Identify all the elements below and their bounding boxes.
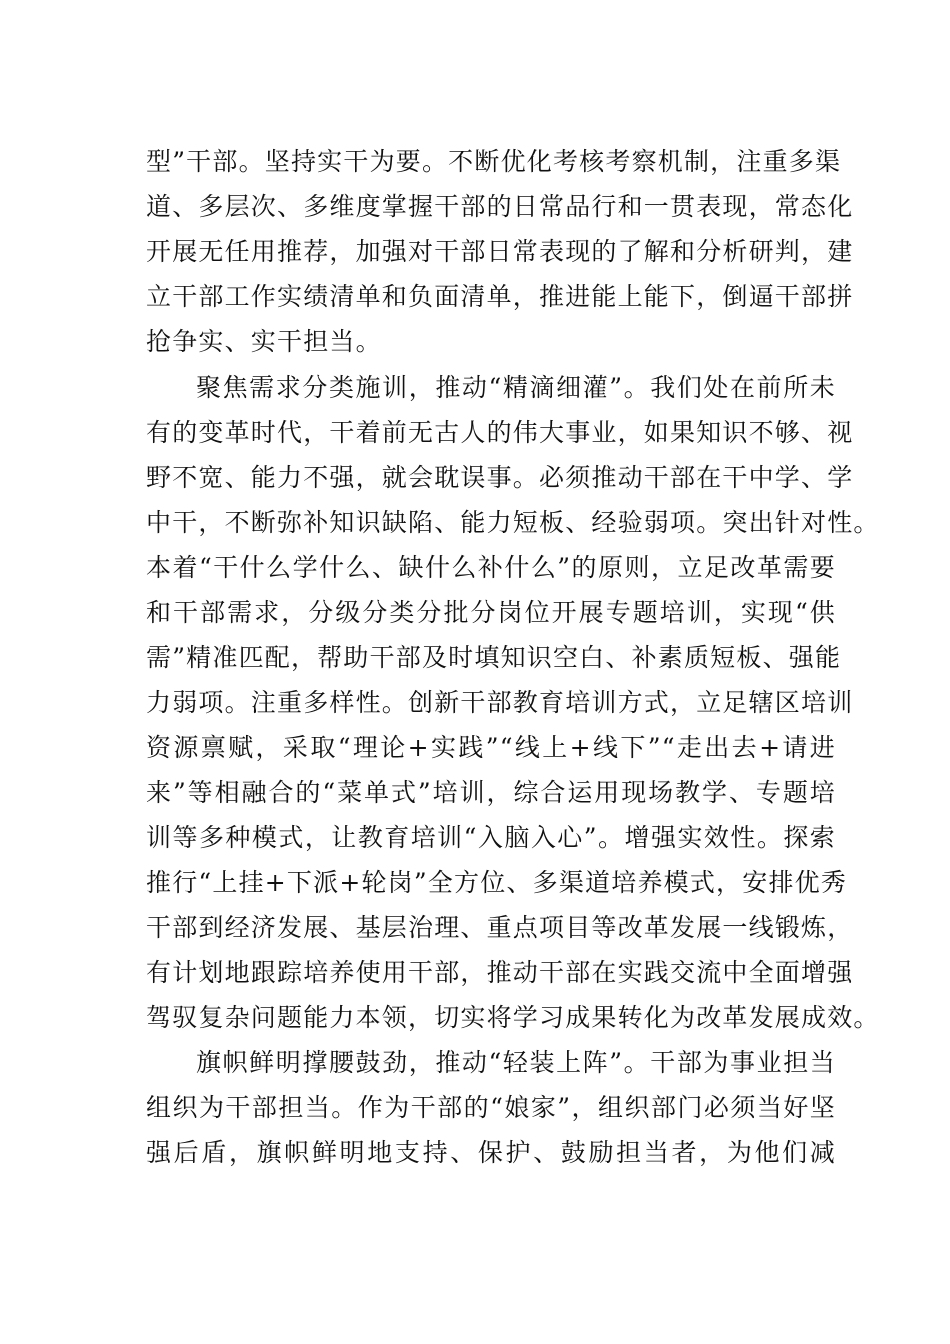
- text-line: 驾驭复杂问题能力本领，切实将学习成果转化为改革发展成效。: [146, 1003, 880, 1032]
- text-line: 强后盾，旗帜鲜明地支持、保护、鼓励担当者，为他们减: [146, 1138, 836, 1167]
- text-line: 有计划地跟踪培养使用干部，推动干部在实践交流中全面增强: [146, 958, 854, 987]
- text-line: 训等多种模式，让教育培训“入脑入心”。增强实效性。探索: [146, 823, 836, 852]
- text-line: 抢争实、实干担当。: [146, 327, 382, 356]
- text-line: 有的变革时代，干着前无古人的伟大事业，如果知识不够、视: [146, 418, 854, 447]
- text-line: 推行“上挂+下派+轮岗”全方位、多渠道培养模式，安排优秀: [146, 868, 848, 897]
- paragraph-heading-line: 旗帜鲜明撑腰鼓劲，推动“轻装上阵”。干部为事业担当: [196, 1048, 836, 1077]
- text-line: 力弱项。注重多样性。创新干部教育培训方式，立足辖区培训: [146, 688, 854, 717]
- text-line: 和干部需求，分级分类分批分岗位开展专题培训，实现“供: [146, 598, 836, 627]
- text-line: 中干，不断弥补知识缺陷、能力短板、经验弱项。突出针对性。: [146, 508, 880, 537]
- text-line: 需”精准匹配，帮助干部及时填知识空白、补素质短板、强能: [146, 643, 842, 672]
- paragraph-heading-line: 聚焦需求分类施训，推动“精滴细灌”。我们处在前所未: [196, 373, 836, 402]
- text-line: 道、多层次、多维度掌握干部的日常品行和一贯表现，常态化: [146, 192, 854, 221]
- text-line: 型”干部。坚持实干为要。不断优化考核考察机制，注重多渠: [146, 147, 842, 176]
- text-line: 组织为干部担当。作为干部的“娘家”，组织部门必须当好坚: [146, 1093, 836, 1122]
- text-line: 干部到经济发展、基层治理、重点项目等改革发展一线锻炼，: [146, 913, 854, 942]
- text-line: 资源禀赋，采取“理论+实践”“线上+线下”“走出去+请进: [146, 733, 836, 762]
- text-line: 来”等相融合的“菜单式”培训，综合运用现场教学、专题培: [146, 778, 836, 807]
- text-line: 立干部工作实绩清单和负面清单，推进能上能下，倒逼干部拼: [146, 282, 854, 311]
- text-line: 开展无任用推荐，加强对干部日常表现的了解和分析研判，建: [146, 237, 854, 266]
- text-line: 野不宽、能力不强，就会耽误事。必须推动干部在干中学、学: [146, 463, 854, 492]
- text-line: 本着“干什么学什么、缺什么补什么”的原则，立足改革需要: [146, 553, 836, 582]
